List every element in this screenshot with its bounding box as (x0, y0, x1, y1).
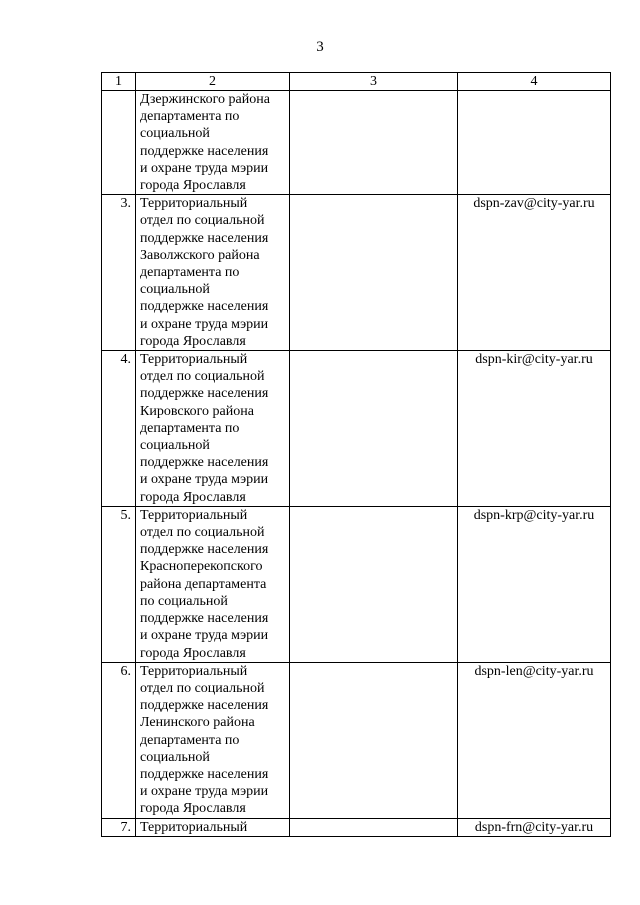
email-cell: dspn-krp@city-yar.ru (458, 506, 611, 662)
department-name-line: города Ярославля (140, 801, 246, 817)
table-row (102, 195, 611, 351)
column-3-cell (290, 662, 458, 818)
email-cell: dspn-frn@city-yar.ru (458, 818, 611, 836)
header-cell-4: 4 (458, 73, 611, 91)
department-name-line: отдел по социальной (140, 213, 265, 229)
column-3-cell (290, 818, 458, 836)
department-name-line: отдел по социальной (140, 525, 265, 541)
department-name-line: департамента по (140, 732, 240, 748)
department-name-line: Территориальный (140, 663, 248, 679)
department-name-line: департамента по (140, 265, 240, 281)
department-name-cell (136, 195, 290, 351)
department-name-line: Территориальный (140, 819, 248, 835)
department-name-cell (136, 818, 290, 836)
department-name-line: отдел по социальной (140, 369, 265, 385)
email-cell: dspn-kir@city-yar.ru (458, 351, 611, 507)
department-name-line: города Ярославля (140, 489, 246, 505)
department-name-line: департамента по (140, 420, 240, 436)
department-name-line: Территориальный (140, 196, 248, 212)
column-3-cell (290, 506, 458, 662)
department-name-line: поддержке населения (140, 230, 269, 246)
email-cell: dspn-len@city-yar.ru (458, 662, 611, 818)
department-name-line: Заволжского района (140, 247, 260, 263)
department-name-cell (136, 662, 290, 818)
contacts-table (101, 72, 611, 837)
column-3-cell (290, 351, 458, 507)
row-number-cell: 6. (102, 662, 136, 818)
department-name-line: и охране труда мэрии (140, 316, 269, 332)
row-number-cell: 7. (102, 818, 136, 836)
department-name-line: и охране труда мэрии (140, 160, 269, 176)
header-cell-2: 2 (136, 73, 290, 91)
header-cell-3: 3 (290, 73, 458, 91)
department-name-line: Дзержинского района (140, 92, 270, 107)
department-name-line: Кировского района (140, 403, 254, 419)
department-name-line: поддержке населения (140, 386, 269, 402)
table-header-row (102, 73, 611, 91)
department-name-line: департамента по (140, 109, 240, 125)
row-number-cell: 4. (102, 351, 136, 507)
table-row (102, 351, 611, 507)
page-number: 3 (316, 39, 324, 55)
header-cell-1: 1 (102, 73, 136, 91)
email-cell: dspn-zav@city-yar.ru (458, 195, 611, 351)
column-3-cell (290, 195, 458, 351)
department-name-line: города Ярославля (140, 333, 246, 349)
row-number-cell (102, 91, 136, 195)
department-name-line: поддержке населения (140, 143, 269, 159)
department-name-line: и охране труда мэрии (140, 784, 269, 800)
department-name-line: социальной (140, 438, 210, 454)
department-name-line: социальной (140, 126, 210, 142)
department-name-line: отдел по социальной (140, 680, 265, 696)
row-number-cell: 3. (102, 195, 136, 351)
department-name-line: поддержке населения (140, 611, 269, 627)
department-name-cell (136, 506, 290, 662)
table-row (102, 662, 611, 818)
department-name-line: района департамента (140, 576, 267, 592)
department-name-line: социальной (140, 282, 210, 298)
department-name-line: поддержке населения (140, 766, 269, 782)
department-name-line: поддержке населения (140, 542, 269, 558)
department-name-line: по социальной (140, 593, 228, 609)
table-row (102, 91, 611, 195)
department-name-line: поддержке населения (140, 299, 269, 315)
column-3-cell (290, 91, 458, 195)
department-name-line: поддержке населения (140, 698, 269, 714)
table-body (102, 73, 611, 837)
email-cell (458, 91, 611, 195)
table-row (102, 506, 611, 662)
department-name-line: и охране труда мэрии (140, 628, 269, 644)
department-name-line: поддержке населения (140, 455, 269, 471)
department-name-line: Территориальный (140, 352, 248, 368)
department-name-line: Ленинского района (140, 715, 255, 731)
row-number-cell: 5. (102, 506, 136, 662)
department-name-line: города Ярославля (140, 645, 246, 661)
department-name-cell (136, 351, 290, 507)
department-name-line: Территориальный (140, 507, 248, 523)
department-name-line: социальной (140, 749, 210, 765)
department-name-line: Красноперекопского (140, 559, 263, 575)
table-row (102, 818, 611, 836)
department-name-line: и охране труда мэрии (140, 472, 269, 488)
department-name-line: города Ярославля (140, 178, 246, 194)
department-name-cell (136, 91, 290, 195)
